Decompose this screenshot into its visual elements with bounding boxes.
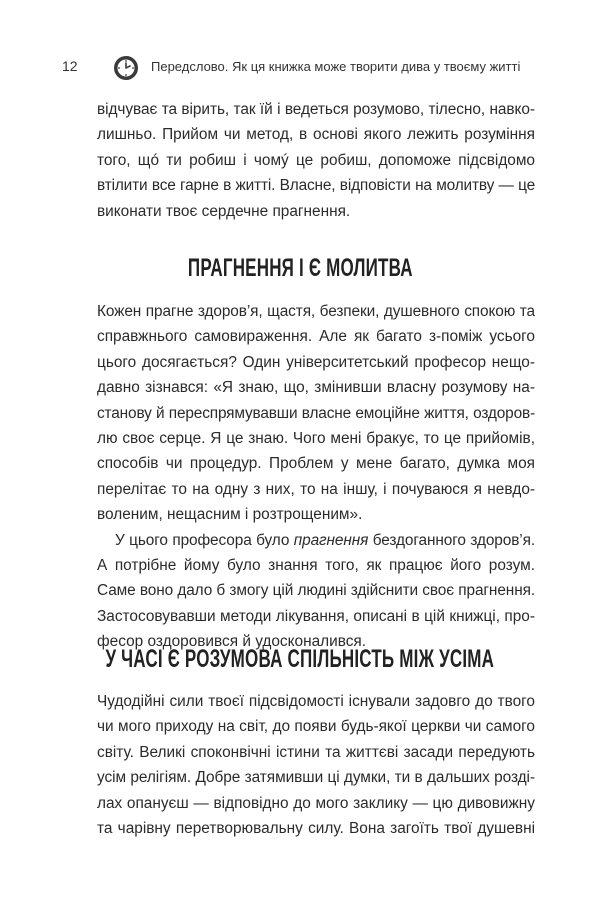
text-line: Саме воно дало б змогу цій людині здійснити своє прагнення.: [97, 582, 535, 600]
text-line: Застосовувавши методи лікування, описані в цій книжці, про-: [97, 607, 535, 625]
text-line: А потрібне йому було знання того, як працює його розум.: [97, 556, 535, 574]
section-heading-2: [0, 645, 600, 674]
text-line: світу. Великі споконвічні істини та життєві засади передують: [97, 743, 535, 761]
text-line: давно зізнався: «Я знаю, що, змінивши власну розумову на-: [97, 379, 535, 397]
clock-icon: [113, 55, 139, 81]
chapter-title: Передслово. Як ця книжка може творити дива у твоєму житті: [151, 59, 521, 74]
text-line: [97, 528, 535, 553]
text-line: втілити все гарне в житті. Власне, відповісти на молитву — це: [97, 177, 535, 195]
text-line: перелітає то на одну з них, то на іншу, і почуваюся я невдо-: [97, 480, 535, 498]
text-line: цього досягається? Один університетський професор нещо-: [97, 353, 535, 371]
heading-text: У ЧАСІ Є РОЗУМОВА СПІЛЬНІСТЬ МІЖ УСІМА: [105, 645, 495, 673]
running-header: [0, 56, 600, 80]
page-number: 12: [62, 58, 78, 74]
paragraph-1: [97, 97, 535, 224]
text-line: виконати твоє сердечне прагнення.: [97, 202, 351, 220]
text-line: усім релігіям. Добре затямивши ці думки, ти в дальших розді-: [97, 769, 535, 787]
text-line: відчуває та вірить, так їй і ведеться розумово, тілесно, навко-: [97, 101, 535, 118]
text-line: та чарівну перетворювальну силу. Вона загоїть твої душевні: [97, 819, 535, 837]
heading-text: ПРАГНЕННЯ І Є МОЛИТВА: [187, 254, 413, 282]
text-run: бездоганного здоров’я.: [368, 531, 536, 549]
text-line: станову й переспрямувавши власне емоційне життя, оздоров-: [97, 404, 535, 422]
text-run: У цього професора було: [115, 531, 294, 549]
text-line: способів чи процедур. Проблем у мене багато, думка моя: [97, 455, 535, 473]
text-line: лишньо. Прийом чи метод, в основі якого лежить розуміння: [97, 126, 535, 144]
text-line: фесор оздоровився й удосконалився.: [97, 633, 367, 651]
text-line: Чудодійні сили твоєї підсвідомості існували задовго до твого: [97, 693, 535, 710]
italic-text: прагнення: [293, 531, 369, 549]
text-line: того, щó ти робиш і чомý це робиш, допоможе підсвідомо: [97, 151, 535, 169]
paragraph-4: [97, 689, 535, 841]
paragraph-2: [97, 299, 535, 654]
text-line: чи мого приходу на світ, до появи будь-якої церкви чи самого: [97, 718, 535, 736]
text-line: лю своє серце. Я це знаю. Чого мені бракує, то це прийомів,: [97, 429, 535, 447]
text-line: Кожен прагне здоров’я, щастя, безпеки, душевного спокою та: [97, 303, 535, 320]
text-line: воленим, нещасним і розтрощеним».: [97, 506, 363, 524]
text-line: лах опануєш — відповідно до мого заклику — цю дивовижну: [97, 794, 535, 812]
section-heading-1: [0, 254, 600, 283]
text-line: справжнього самовираження. Але як багато з-поміж усього: [97, 328, 535, 346]
